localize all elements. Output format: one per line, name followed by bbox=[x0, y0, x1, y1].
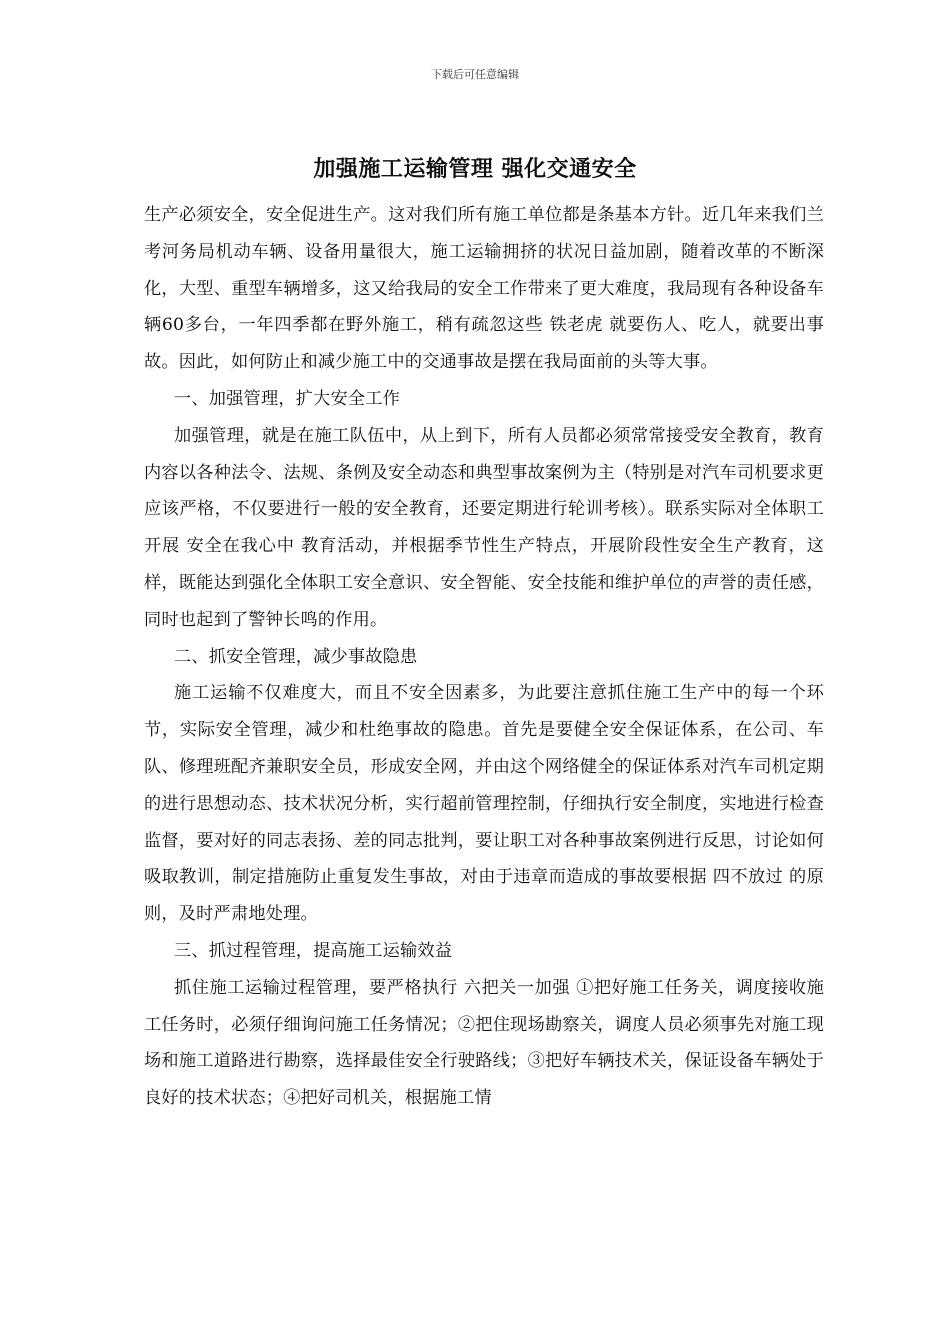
paragraph-section-2: 施工运输不仅难度大，而且不安全因素多，为此要注意抓住施工生产中的每一个环节，实际安全管理，减少和杜绝事故的隐患。首先是要健全安全保证体系，在公司、车队、修理班配齐兼职安全员，形成安全网，并由这个网络健全的保证体系对汽车司机定期的进行思想动态、技术状况分析，实行超前管理控制，仔细执行安全制度，实地进行检查监督，要对好的同志表扬、差的同志批判，要让职工对各种事故案例进行反思，讨论如何吸取教训，制定措施防止重复发生事故，对由于违章而造成的事故要根据 四不放过 的原则，及时严肃地处理。 bbox=[144, 683, 824, 925]
section-heading-2: 二、抓安全管理，减少事故隐患 bbox=[174, 646, 418, 667]
header-note: 下载后可任意编辑 bbox=[431, 68, 519, 81]
document-title: 加强施工运输管理 强化交通安全 bbox=[313, 156, 637, 182]
section-heading-1: 一、加强管理，扩大安全工作 bbox=[174, 388, 401, 409]
document-body bbox=[144, 197, 824, 1117]
paragraph-section-1: 加强管理，就是在施工队伍中，从上到下，所有人员都必须常常接受安全教育，教育内容以各种法令、法规、条例及安全动态和典型事故案例为主（特别是对汽车司机要求更应该严格，不仅要进行一般的安全教育，还要定期进行轮训考核）。联系实际对全体职工开展 安全在我心中 教育活动，并根据季节性生产特点，开展阶段性安全生产教育，这样，既能达到强化全体职工安全意识、安全智能、安全技能和维护单位的声誉的责任感，同时也起到了警钟长鸣的作用。 bbox=[144, 425, 824, 630]
section-heading-3: 三、抓过程管理，提高施工运输效益 bbox=[174, 940, 453, 961]
paragraph-section-3: 抓住施工运输过程管理，要严格执行 六把关一加强 ①把好施工任务关，调度接收施工任务时，必须仔细询问施工任务情况；②把住现场勘察关，调度人员必须事先对施工现场和施工道路进行勘察，选择最佳安全行驶路线；③把好车辆技术关，保证设备车辆处于良好的技术状态；④把好司机关，根据施工情 bbox=[144, 977, 824, 1109]
paragraph-intro: 生产必须安全，安全促进生产。这对我们所有施工单位都是条基本方针。近几年来我们兰考河务局机动车辆、设备用量很大，施工运输拥挤的状况日益加剧，随着改革的不断深化，大型、重型车辆增多，这又给我局的安全工作带来了更大难度，我局现有各种设备车辆60多台，一年四季都在野外施工，稍有疏忽这些 铁老虎 就要伤人、吃人，就要出事故。因此，如何防止和减少施工中的交通事故是摆在我局面前的头等大事。 bbox=[144, 205, 824, 373]
